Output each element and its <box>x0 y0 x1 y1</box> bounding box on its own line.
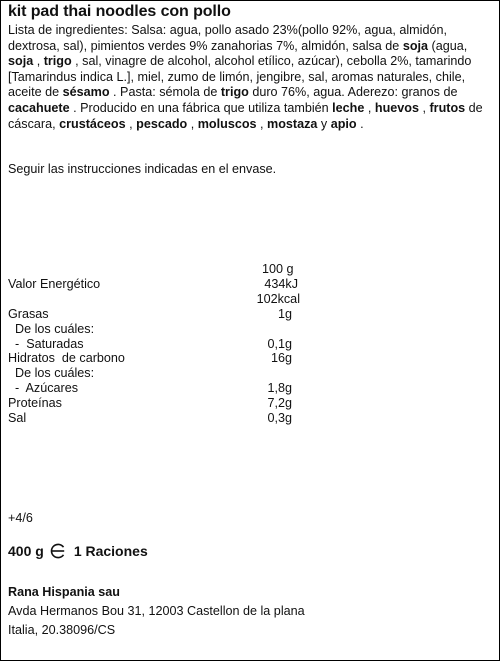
energy-kj-value: 434kJ <box>264 277 298 291</box>
ingredient-text: (agua, <box>428 38 468 53</box>
allergen-text: soja <box>402 38 429 53</box>
nutrient-value: 0,3g <box>267 411 292 425</box>
ingredient-text: , sal, vinagre de alcohol, alcohol etílico, azúcar), cebolla 2%, tamarindo [Tamarindus indica L.], miel, zumo de limón, jengibre, sal, aromas naturales, chile, aceite de <box>8 54 472 100</box>
allergen-text: leche <box>332 100 365 115</box>
portions: 1 Raciones <box>73 543 148 559</box>
ingredient-text: . Producido en una fábrica que utiliza también <box>69 100 333 115</box>
ingredient-text: , <box>125 116 137 131</box>
estimated-sign-icon <box>48 542 68 560</box>
ingredient-text: , <box>187 116 198 131</box>
ingredient-text: , <box>256 116 268 131</box>
energy-kcal-value: 102kcal <box>256 292 300 306</box>
product-title: kit pad thai noodles con pollo <box>8 3 231 20</box>
allergen-text: pescado <box>136 116 188 131</box>
nutrient-value: 1g <box>277 307 292 321</box>
nutrient-label: Hidratos de carbono <box>8 351 125 365</box>
company-address: Avda Hermanos Bou 31, 12003 Castellon de la plana <box>8 604 305 618</box>
ingredients-list <box>8 23 494 132</box>
energy-label: Valor Energético <box>8 277 101 291</box>
allergen-text: sésamo <box>62 85 110 100</box>
allergen-text: trigo <box>220 85 249 100</box>
allergen-text: mostaza <box>267 116 318 131</box>
ingredient-text: , <box>418 100 430 115</box>
allergen-text: apio <box>330 116 357 131</box>
ingredient-text: . Pasta: sémola de <box>109 85 221 100</box>
fraction-note: +4/6 <box>8 511 33 525</box>
nutrient-value: 0,1g <box>267 337 292 351</box>
ingredient-text: . <box>356 116 364 131</box>
company-info <box>8 583 305 640</box>
allergen-text: huevos <box>374 100 419 115</box>
nutrient-value: 1,8g <box>267 381 292 395</box>
net-weight-line <box>8 542 148 560</box>
ingredient-text: duro 76%, agua. Aderezo: granos de <box>248 85 458 100</box>
nutrient-label: Grasas <box>8 307 49 321</box>
allergen-text: moluscos <box>197 116 257 131</box>
nutrient-value: 7,2g <box>267 396 292 410</box>
ingredient-text: de cáscara, <box>8 100 483 131</box>
allergen-text: frutos <box>429 100 466 115</box>
company-origin: Italia, 20.38096/CS <box>8 623 116 637</box>
nutrition-per-label: 100 g <box>262 262 294 276</box>
nutrient-label: - Saturadas <box>8 337 84 351</box>
ingredient-text: , <box>33 54 44 69</box>
allergen-text: trigo <box>43 54 72 69</box>
usage-instructions: Seguir las instrucciones indicadas en el envase. <box>8 162 277 176</box>
ingredient-text: y <box>317 116 331 131</box>
nutrient-label: De los cuáles: <box>8 322 95 336</box>
ingredient-text: , <box>364 100 375 115</box>
nutrient-label: De los cuáles: <box>8 366 95 380</box>
allergen-text: soja <box>8 54 34 69</box>
nutrient-label: - Azúcares <box>8 381 78 395</box>
allergen-text: crustáceos <box>59 116 126 131</box>
company-name: Rana Hispania sau <box>8 585 120 599</box>
net-weight: 400 g <box>8 543 44 559</box>
ingredient-text: Lista de ingredientes: Salsa: agua, pollo asado 23%(pollo 92%, agua, almidón, dextrosa, sal), pimientos verdes 9% zanahorias 7%, almidón, salsa de <box>8 23 447 53</box>
nutrient-label: Sal <box>8 411 27 425</box>
nutrient-value: 16g <box>270 351 292 365</box>
nutrient-label: Proteínas <box>8 396 62 410</box>
allergen-text: cacahuete <box>8 100 70 115</box>
